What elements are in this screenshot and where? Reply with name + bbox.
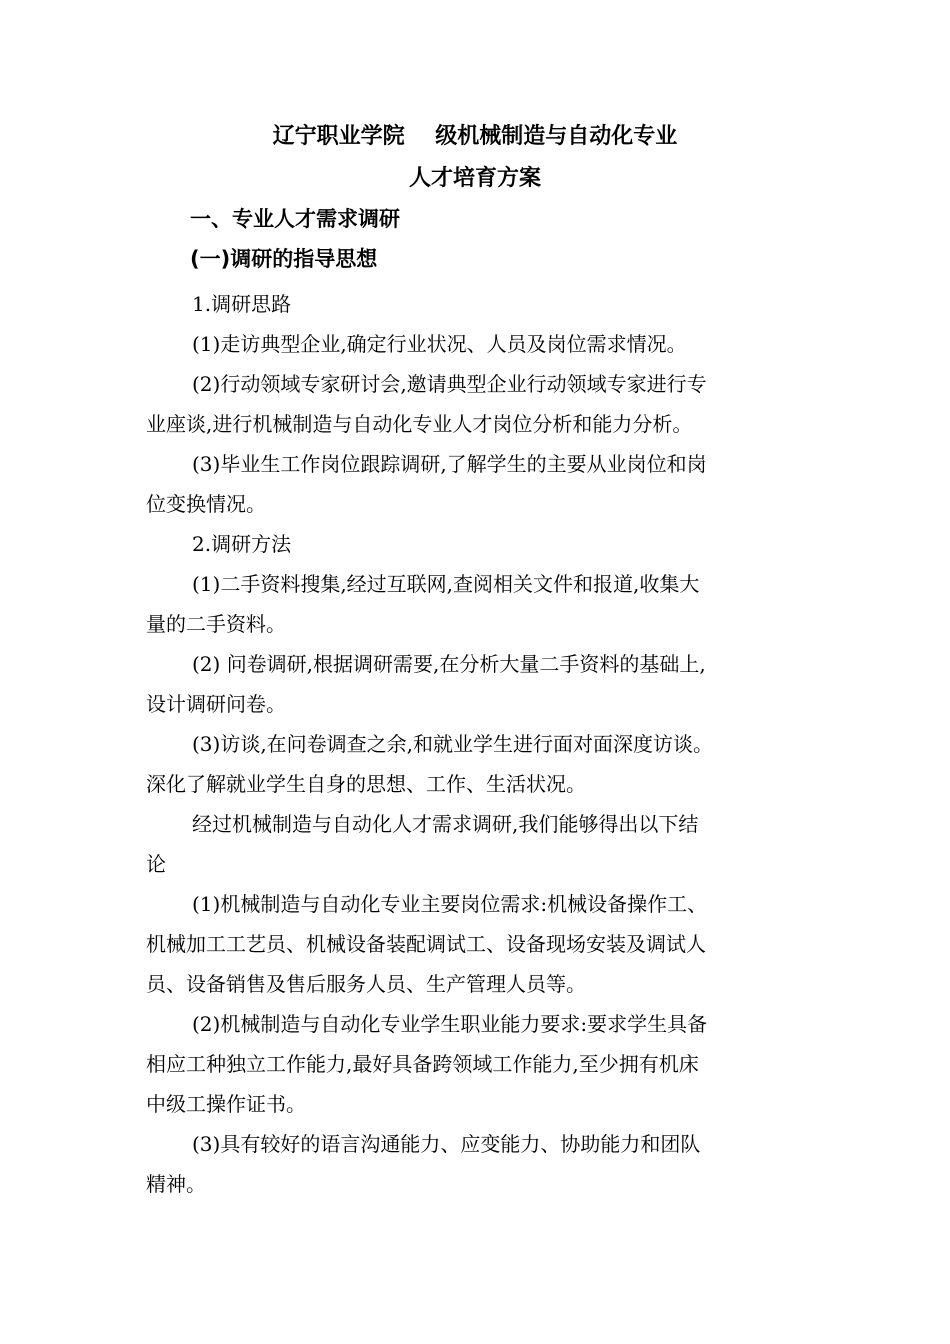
document-subtitle: 人才培育方案 xyxy=(408,166,541,191)
paragraph-line: 深化了解就业学生自身的思想、工作、生活状况。 xyxy=(146,772,586,796)
paragraph-line: 量的二手资料。 xyxy=(146,612,286,636)
paragraph-method-item-2 xyxy=(146,644,806,724)
paragraph-method-item-1 xyxy=(146,564,806,644)
paragraph-line: (2)行动领域专家研讨会,邀请典型企业行动领域专家进行专 xyxy=(192,372,707,396)
paragraph-research-approach-heading xyxy=(146,284,806,324)
paragraph-conclusion-intro xyxy=(146,804,806,884)
paragraph-line: 1.调研思路 xyxy=(192,292,292,316)
paragraph-conclusion-item-1 xyxy=(146,884,806,1004)
paragraph-line: 位变换情况。 xyxy=(146,492,266,516)
paragraph-approach-item-3 xyxy=(146,444,806,524)
paragraph-line: 经过机械制造与自动化人才需求调研,我们能够得出以下结 xyxy=(192,812,699,836)
paragraph-line: (2)机械制造与自动化专业学生职业能力要求:要求学生具备 xyxy=(192,1012,708,1036)
paragraph-line: (2) 问卷调研,根据调研需要,在分析大量二手资料的基础上, xyxy=(192,652,706,676)
paragraph-approach-item-2 xyxy=(146,364,806,444)
paragraph-line: (1)二手资料搜集,经过互联网,查阅相关文件和报道,收集大 xyxy=(192,572,700,596)
paragraph-conclusion-item-3 xyxy=(146,1124,806,1204)
paragraph-line: (1)走访典型企业,确定行业状况、人员及岗位需求情况。 xyxy=(192,332,687,356)
paragraph-line: 精神。 xyxy=(146,1172,206,1196)
section-heading: 一、专业人才需求调研 xyxy=(190,207,400,231)
paragraph-line: 相应工种独立工作能力,最好具备跨领域工作能力,至少拥有机床 xyxy=(146,1052,699,1076)
paragraph-line: (3)毕业生工作岗位跟踪调研,了解学生的主要从业岗位和岗 xyxy=(192,452,707,476)
paragraph-line: 机械加工工艺员、机械设备装配调试工、设备现场安装及调试人 xyxy=(146,932,706,956)
paragraph-research-methods-heading xyxy=(146,524,806,564)
subsection-heading: (一)调研的指导思想 xyxy=(190,247,378,271)
paragraph-line: 设计调研问卷。 xyxy=(146,692,286,716)
paragraph-line: 论 xyxy=(146,852,166,876)
paragraph-line: 员、设备销售及售后服务人员、生产管理人员等。 xyxy=(146,972,586,996)
document-title: 辽宁职业学院 级机械制造与自动化专业 xyxy=(272,124,678,149)
paragraph-approach-item-1 xyxy=(146,324,806,364)
paragraph-line: (1)机械制造与自动化专业主要岗位需求:机械设备操作工、 xyxy=(192,892,708,916)
paragraph-line: 业座谈,进行机械制造与自动化专业人才岗位分析和能力分析。 xyxy=(146,412,693,436)
paragraph-conclusion-item-2 xyxy=(146,1004,806,1124)
paragraph-line: 中级工操作证书。 xyxy=(146,1092,306,1116)
paragraph-line: (3)访谈,在问卷调查之余,和就业学生进行面对面深度访谈。 xyxy=(192,732,714,756)
paragraph-line: 2.调研方法 xyxy=(192,532,292,556)
paragraph-method-item-3 xyxy=(146,724,806,804)
paragraph-line: (3)具有较好的语言沟通能力、应变能力、协助能力和团队 xyxy=(192,1132,701,1156)
